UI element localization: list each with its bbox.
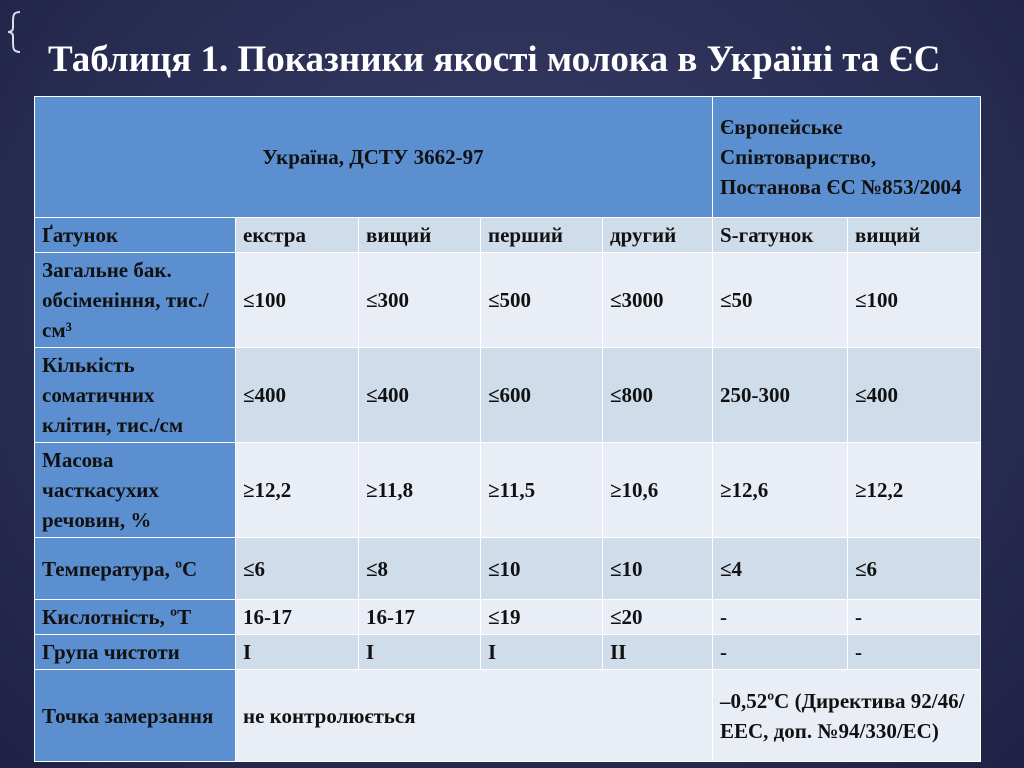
table-cell: ≤400 (359, 348, 481, 443)
table-row (35, 600, 981, 635)
row-label: Кислотність, ºТ (35, 600, 236, 635)
table-cell: ≤400 (848, 348, 981, 443)
table-cell: S-гатунок (713, 218, 848, 253)
table-cell: ≤10 (481, 538, 603, 600)
table-cell: другий (603, 218, 713, 253)
table-cell: ≤6 (236, 538, 359, 600)
table-cell: - (848, 635, 981, 670)
page-title: Таблиця 1. Показники якості молока в Україні та ЄС (48, 39, 941, 80)
table-cell: ≥11,5 (481, 443, 603, 538)
table-cell: - (713, 635, 848, 670)
table-cell: екстра (236, 218, 359, 253)
table-row (35, 635, 981, 670)
table-cell: ≤19 (481, 600, 603, 635)
table-cell: ≤4 (713, 538, 848, 600)
table-cell: ≤50 (713, 253, 848, 348)
table-row-grade (35, 218, 981, 253)
row-label: Масова часткасухих речовин, % (35, 443, 236, 538)
table-cell: ≤400 (236, 348, 359, 443)
table-cell: ≥12,2 (236, 443, 359, 538)
table-row-freezing (35, 670, 981, 762)
table-cell: не контролюється (236, 670, 713, 762)
row-label: Загальне бак. обсіменіння, тис./см³ (35, 253, 236, 348)
row-label: Точка замерзання (35, 670, 236, 762)
table-cell: 16-17 (236, 600, 359, 635)
table-cell: ≤6 (848, 538, 981, 600)
table-cell: - (713, 600, 848, 635)
header-ukraine: Україна, ДСТУ 3662-97 (35, 97, 713, 218)
table-cell: ≥12,6 (713, 443, 848, 538)
table-header-row (35, 97, 981, 218)
row-label: Температура, ºС (35, 538, 236, 600)
row-label: Група чистоти (35, 635, 236, 670)
table-cell: І (481, 635, 603, 670)
row-label: Ґатунок (35, 218, 236, 253)
table-cell: ≥11,8 (359, 443, 481, 538)
table-cell: ≤8 (359, 538, 481, 600)
table-cell: ≤500 (481, 253, 603, 348)
table-cell: ≤10 (603, 538, 713, 600)
table-cell: І (359, 635, 481, 670)
table-cell: І (236, 635, 359, 670)
table-cell: ІІ (603, 635, 713, 670)
table-row (35, 253, 981, 348)
table-cell: ≤100 (848, 253, 981, 348)
table-cell: ≤20 (603, 600, 713, 635)
bracket-icon (6, 10, 24, 54)
table-cell: ≤600 (481, 348, 603, 443)
table-cell: вищий (848, 218, 981, 253)
table-cell: ≤100 (236, 253, 359, 348)
table-cell: - (848, 600, 981, 635)
table-cell: –0,52ºС (Директива 92/46/ЕЕС, доп. №94/330/ЕС) (713, 670, 981, 762)
table-row (35, 348, 981, 443)
table-cell: вищий (359, 218, 481, 253)
table-cell: ≥12,2 (848, 443, 981, 538)
table-cell: 16-17 (359, 600, 481, 635)
row-label: Кількість соматичних клітин, тис./см (35, 348, 236, 443)
table-row (35, 538, 981, 600)
table-cell: перший (481, 218, 603, 253)
header-eu: Європейське Співтовариство, Постанова ЄС №853/2004 (713, 97, 981, 218)
table-cell: ≤300 (359, 253, 481, 348)
table-cell: 250-300 (713, 348, 848, 443)
table-cell: ≤3000 (603, 253, 713, 348)
table-cell: ≥10,6 (603, 443, 713, 538)
table-row (35, 443, 981, 538)
milk-quality-table (34, 96, 981, 762)
table-cell: ≤800 (603, 348, 713, 443)
